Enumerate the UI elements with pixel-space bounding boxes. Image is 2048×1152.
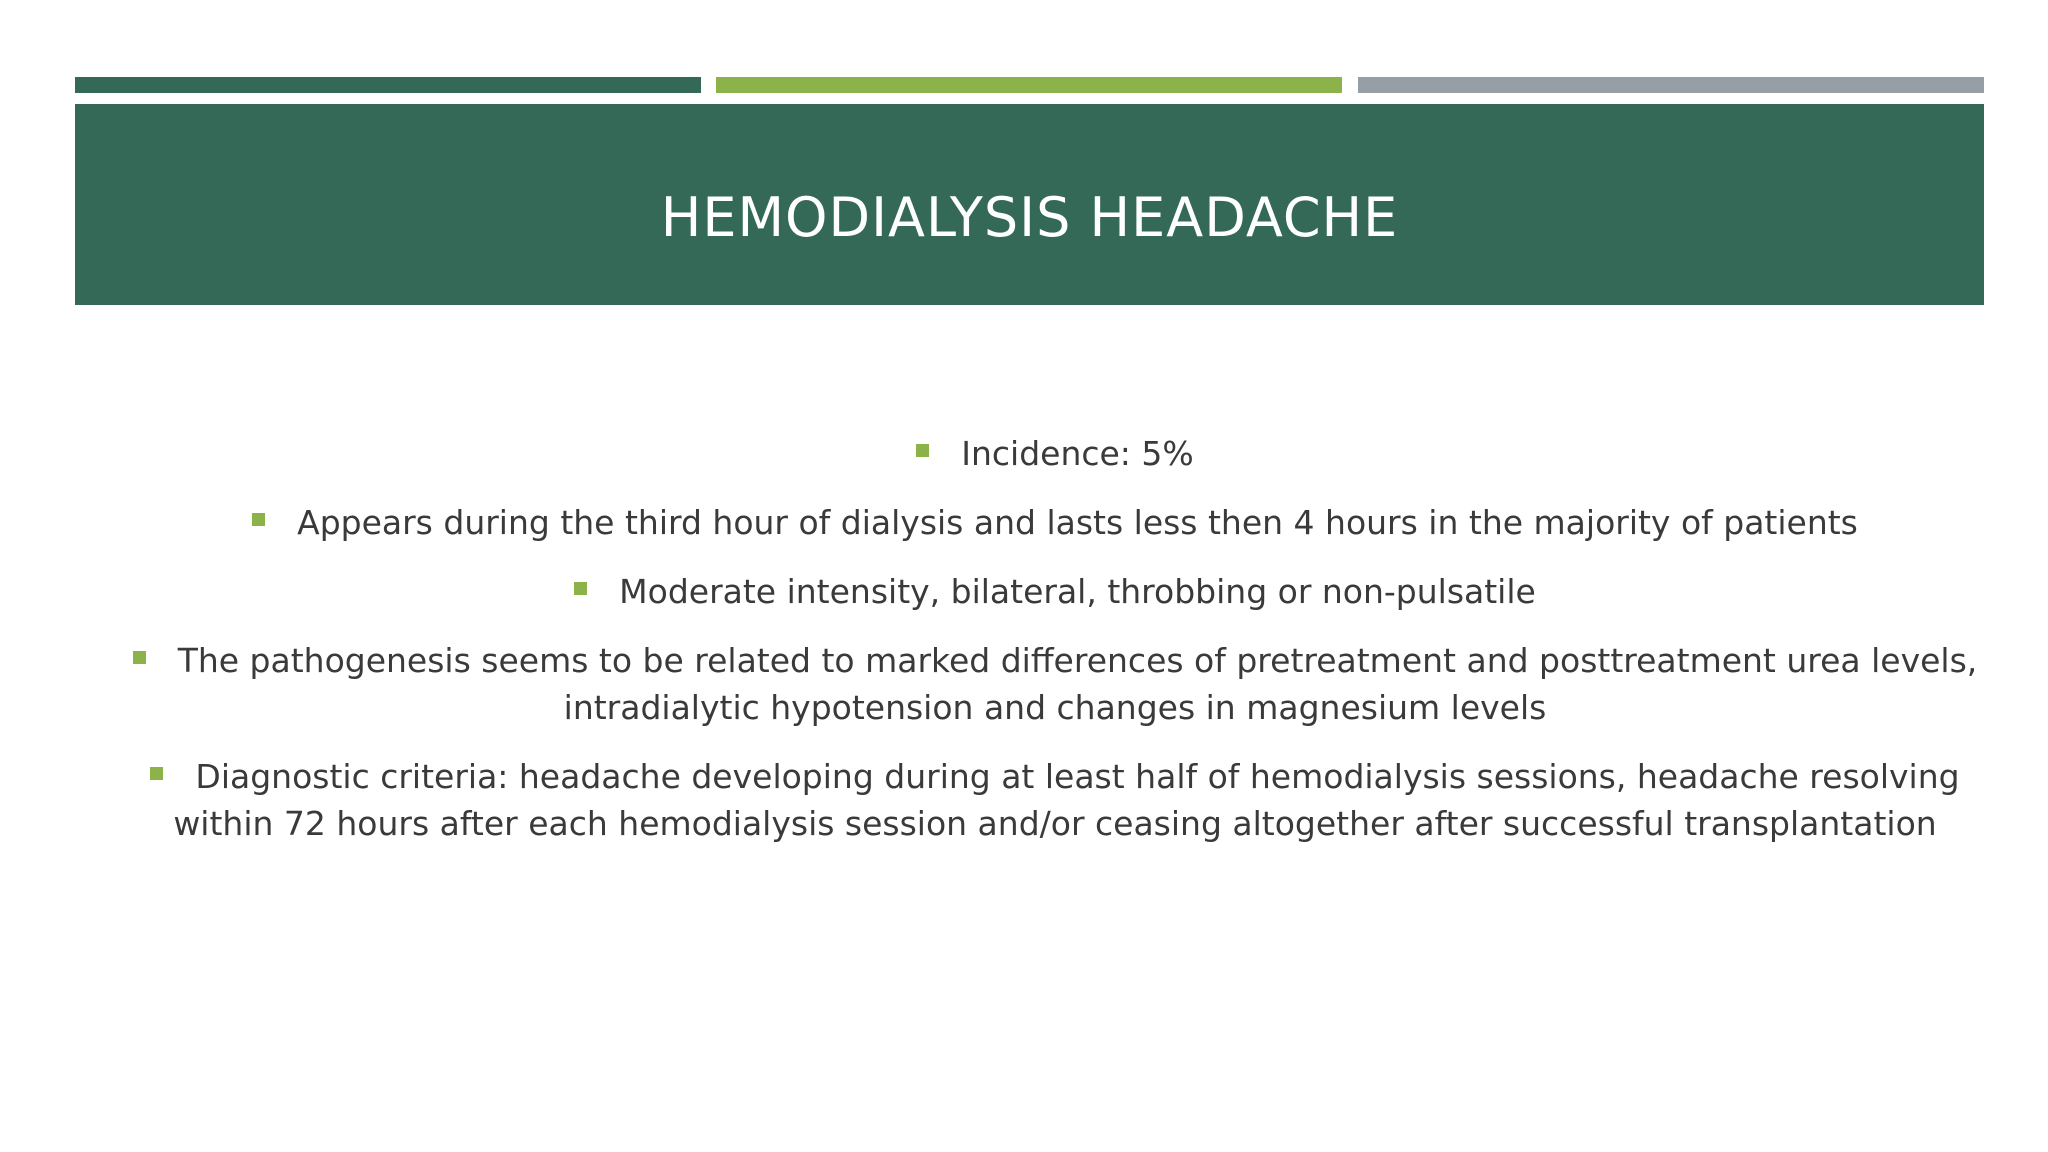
slide-title: HEMODIALYSIS HEADACHE bbox=[660, 186, 1399, 249]
square-bullet-icon bbox=[133, 651, 146, 664]
bullet-item bbox=[130, 499, 1980, 546]
bullet-text: Incidence: 5% bbox=[961, 434, 1194, 473]
bullet-text: Diagnostic criteria: headache developing during at least half of hemodialysis sessions, headache resolving within 72 hours after each hemodialysis session and/or ceasing altogether after successful transplantation bbox=[173, 757, 1960, 843]
square-bullet-icon bbox=[574, 582, 587, 595]
square-bullet-icon bbox=[916, 444, 929, 457]
title-band bbox=[75, 104, 1984, 305]
bullet-text: The pathogenesis seems to be related to marked differences of pretreatment and posttreatment urea levels, intradialytic hypotension and changes in magnesium levels bbox=[177, 641, 1978, 727]
accent-bar-light-green bbox=[716, 77, 1342, 93]
accent-bar-dark-green bbox=[75, 77, 701, 93]
square-bullet-icon bbox=[252, 513, 265, 526]
bullet-text: Moderate intensity, bilateral, throbbing or non-pulsatile bbox=[619, 572, 1536, 611]
square-bullet-icon bbox=[150, 767, 163, 780]
bullet-item bbox=[130, 568, 1980, 615]
bullet-text: Appears during the third hour of dialysis and lasts less then 4 hours in the majority of patients bbox=[297, 503, 1858, 542]
bullet-item bbox=[130, 637, 1980, 731]
accent-bar-gray bbox=[1358, 77, 1984, 93]
bullet-list bbox=[130, 430, 1980, 869]
bullet-item bbox=[130, 753, 1980, 847]
bullet-item bbox=[130, 430, 1980, 477]
